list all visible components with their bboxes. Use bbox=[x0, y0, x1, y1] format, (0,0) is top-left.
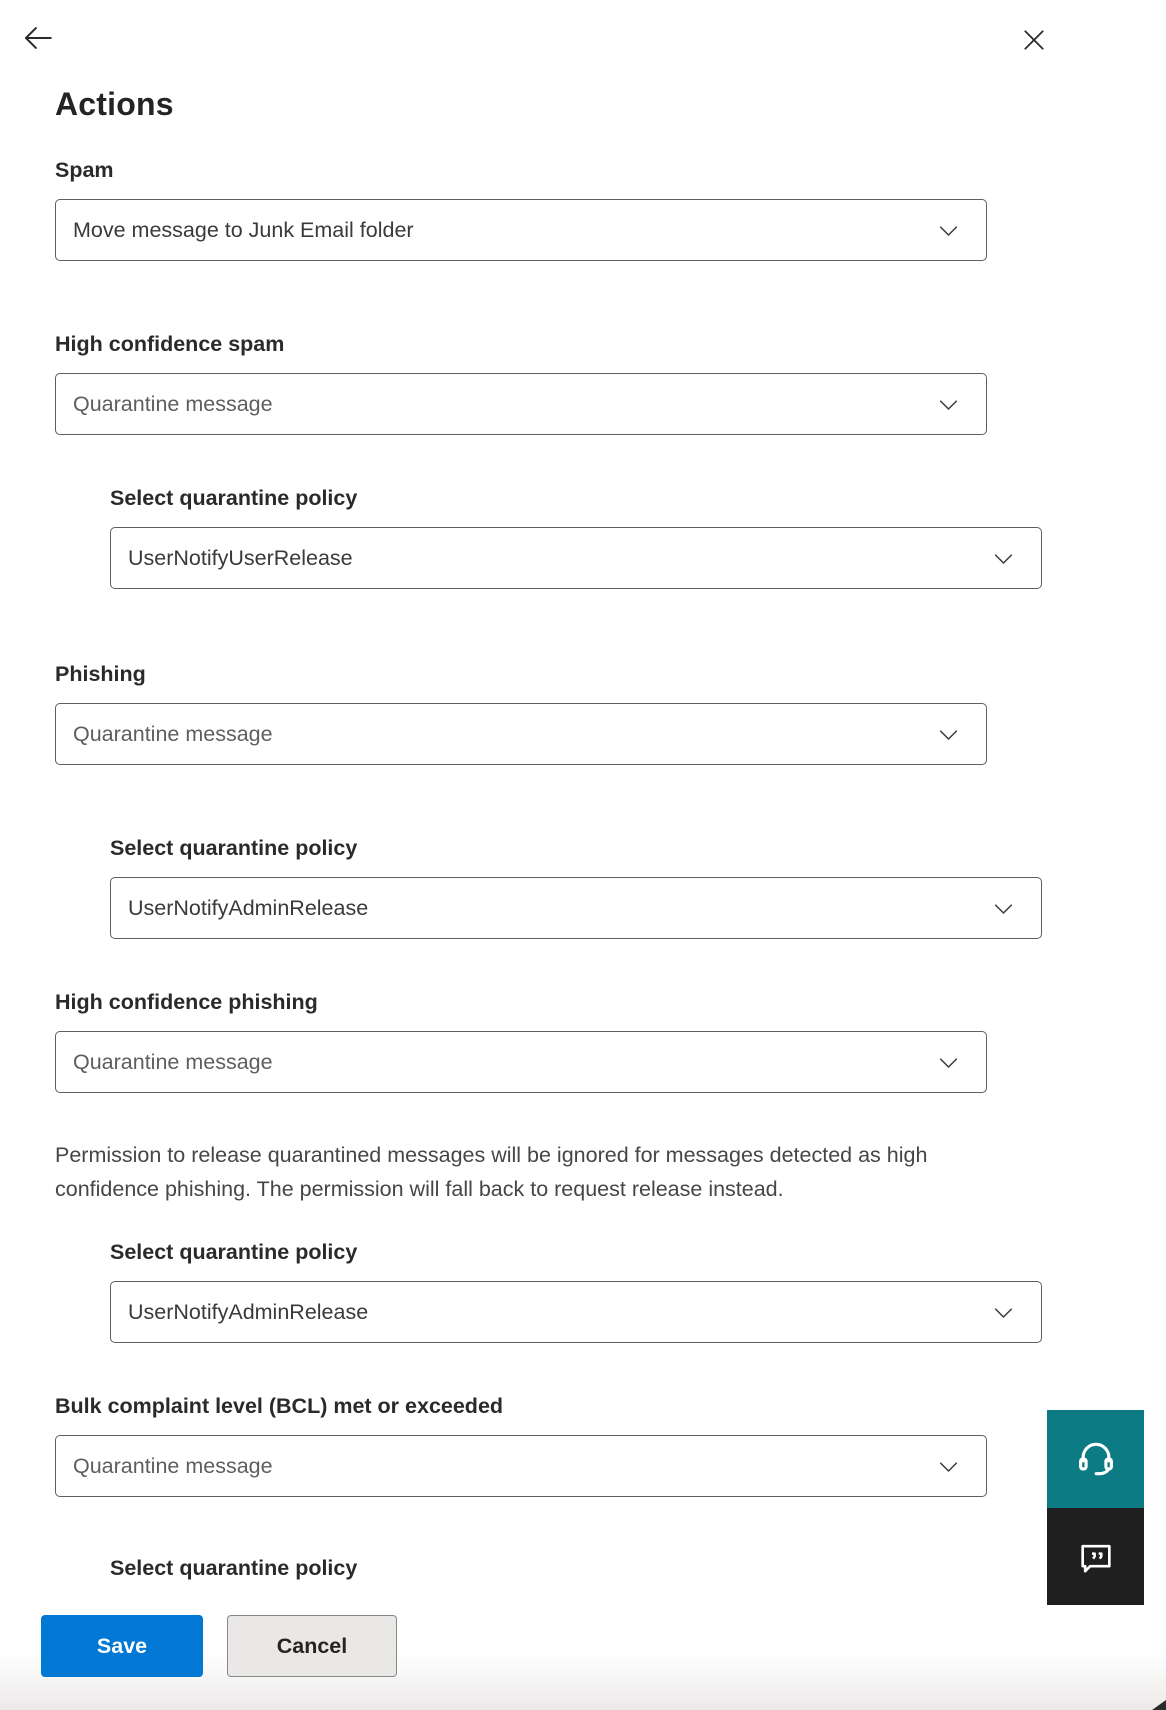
chevron-down-icon bbox=[990, 895, 1017, 922]
save-button[interactable]: Save bbox=[41, 1615, 203, 1677]
cancel-button[interactable]: Cancel bbox=[227, 1615, 397, 1677]
spam-action-dropdown[interactable] bbox=[55, 199, 987, 261]
chevron-down-icon bbox=[935, 721, 962, 748]
field-quarantine-policy-hcs bbox=[110, 486, 1042, 589]
high-confidence-phishing-action-dropdown[interactable] bbox=[55, 1031, 987, 1093]
quarantine-policy-dropdown-hcs[interactable] bbox=[110, 527, 1042, 589]
high-confidence-phishing-note: Permission to release quarantined messages will be ignored for messages detected as high confidence phishing. The permission will fall back to request release instead. bbox=[55, 1143, 928, 1201]
field-label: Spam bbox=[55, 158, 114, 182]
field-quarantine-policy-phishing bbox=[110, 836, 1042, 939]
chevron-down-icon bbox=[990, 1299, 1017, 1326]
field-label: Select quarantine policy bbox=[110, 836, 358, 860]
chevron-down-icon bbox=[935, 391, 962, 418]
quarantine-policy-dropdown-hcp[interactable] bbox=[110, 1281, 1042, 1343]
dropdown-value: Quarantine message bbox=[73, 1453, 273, 1478]
dropdown-value: UserNotifyAdminRelease bbox=[128, 1299, 369, 1324]
field-phishing bbox=[55, 662, 987, 765]
field-high-confidence-spam bbox=[55, 332, 987, 435]
field-quarantine-policy-hcp bbox=[110, 1240, 1042, 1343]
field-label: Bulk complaint level (BCL) met or exceeded bbox=[55, 1394, 504, 1418]
headset-icon bbox=[1074, 1437, 1118, 1481]
field-label: High confidence spam bbox=[55, 332, 285, 356]
dropdown-value: UserNotifyAdminRelease bbox=[128, 895, 369, 920]
clipped-quarantine-policy-label: Select quarantine policy bbox=[110, 1556, 358, 1580]
field-bulk-complaint-level bbox=[55, 1394, 987, 1497]
quarantine-policy-dropdown-phishing[interactable] bbox=[110, 877, 1042, 939]
dropdown-value: Move message to Junk Email folder bbox=[73, 217, 414, 242]
field-spam bbox=[55, 158, 987, 261]
dropdown-value: Quarantine message bbox=[73, 721, 273, 746]
footer-bar bbox=[0, 1583, 1166, 1710]
page-title: Actions bbox=[55, 86, 174, 122]
dropdown-value: Quarantine message bbox=[73, 391, 273, 416]
high-confidence-spam-action-dropdown[interactable] bbox=[55, 373, 987, 435]
field-label: Select quarantine policy bbox=[110, 1240, 358, 1264]
chevron-down-icon bbox=[990, 545, 1017, 572]
field-label: High confidence phishing bbox=[55, 990, 318, 1014]
chat-bubble-icon bbox=[1076, 1537, 1116, 1577]
help-support-button[interactable] bbox=[1047, 1410, 1144, 1508]
field-high-confidence-phishing bbox=[55, 990, 987, 1093]
corner-triangle bbox=[1152, 1700, 1166, 1710]
field-label: Select quarantine policy bbox=[110, 486, 358, 510]
chevron-down-icon bbox=[935, 217, 962, 244]
feedback-button[interactable] bbox=[1047, 1508, 1144, 1605]
phishing-action-dropdown[interactable] bbox=[55, 703, 987, 765]
dropdown-value: UserNotifyUserRelease bbox=[128, 545, 353, 570]
dropdown-value: Quarantine message bbox=[73, 1049, 273, 1074]
field-label: Phishing bbox=[55, 662, 146, 686]
chevron-down-icon bbox=[935, 1049, 962, 1076]
bcl-action-dropdown[interactable] bbox=[55, 1435, 987, 1497]
chevron-down-icon bbox=[935, 1453, 962, 1480]
